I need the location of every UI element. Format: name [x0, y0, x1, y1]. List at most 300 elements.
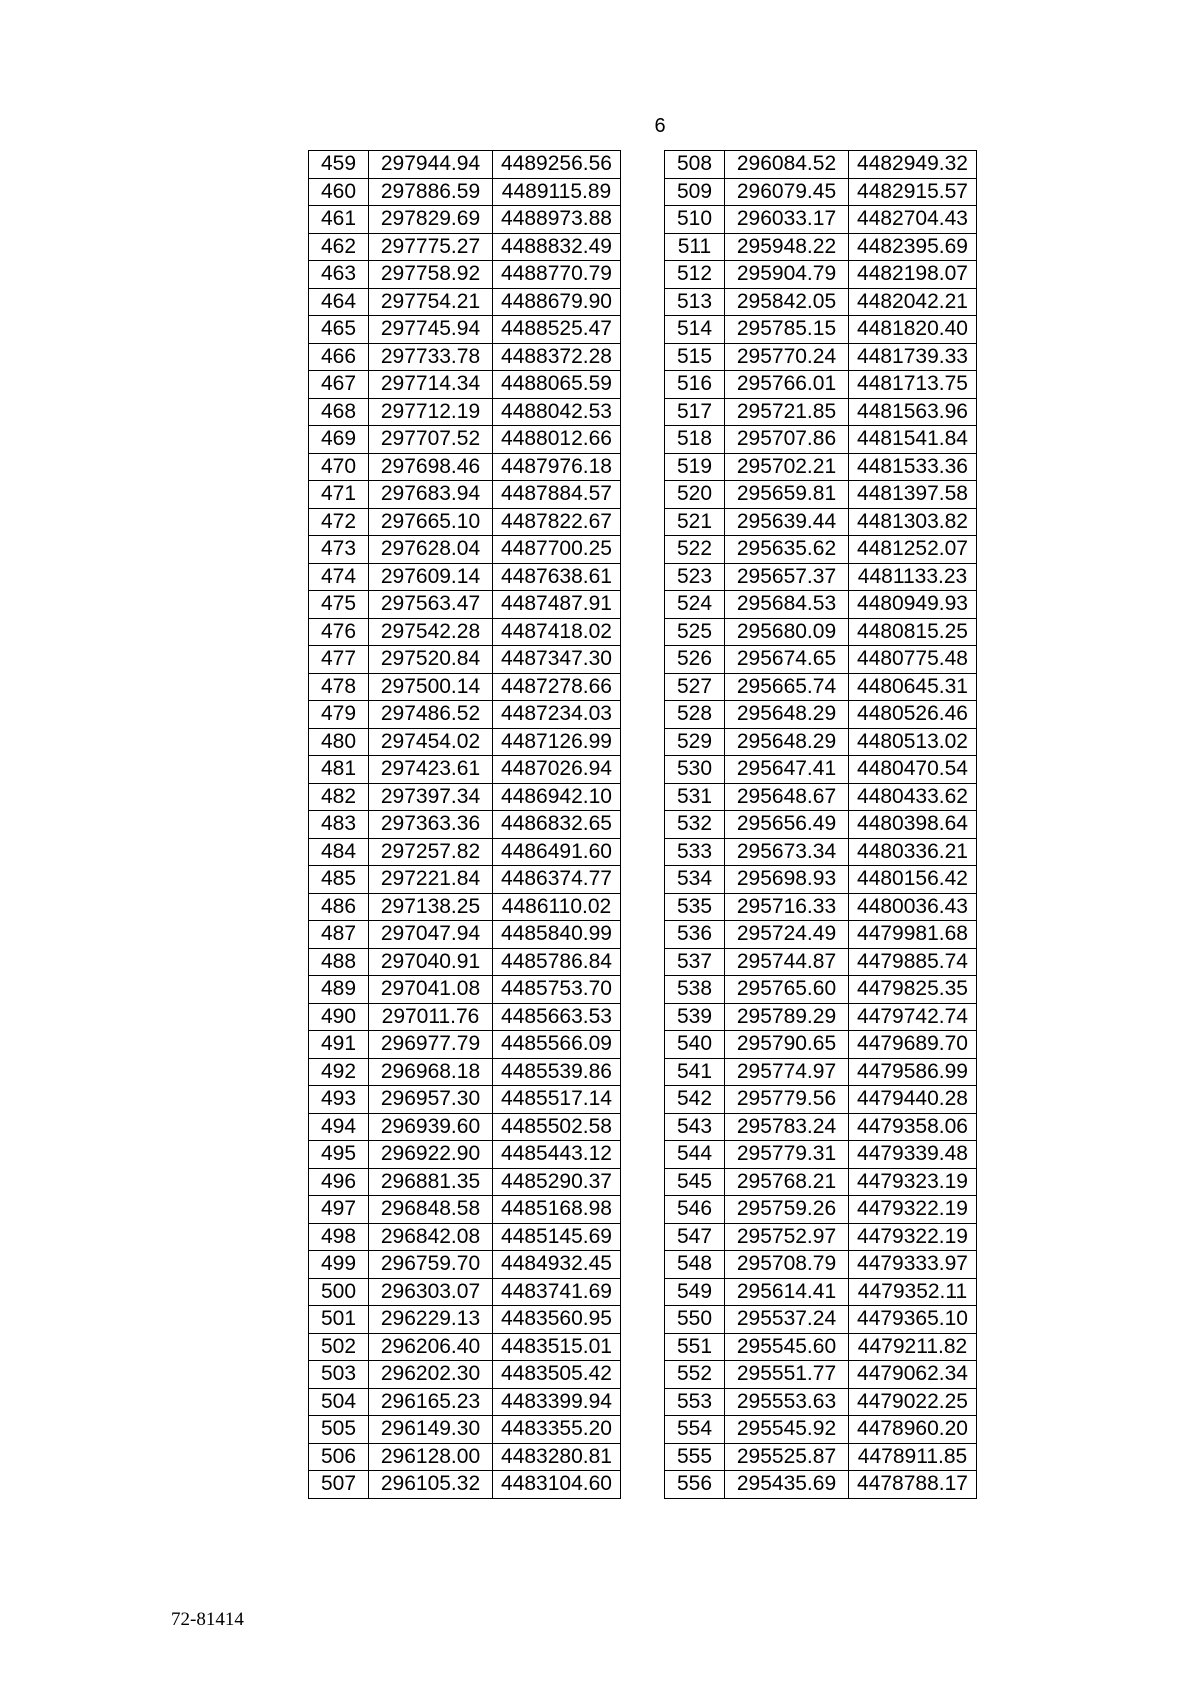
x-coordinate-cell: 295673.34 [725, 838, 849, 866]
table-row [309, 948, 621, 976]
table-row [665, 1003, 977, 1031]
table-row [665, 976, 977, 1004]
point-number-cell: 505 [309, 1416, 369, 1444]
table-row [309, 1306, 621, 1334]
document-code: 72-81414 [171, 1609, 244, 1630]
table-row [665, 838, 977, 866]
point-number-cell: 507 [309, 1471, 369, 1499]
table-row [309, 1168, 621, 1196]
x-coordinate-cell: 295684.53 [725, 591, 849, 619]
point-number-cell: 549 [665, 1278, 725, 1306]
x-coordinate-cell: 296229.13 [369, 1306, 493, 1334]
y-coordinate-cell: 4479365.10 [849, 1306, 977, 1334]
table-row [665, 288, 977, 316]
point-number-cell: 544 [665, 1141, 725, 1169]
x-coordinate-cell: 297733.78 [369, 343, 493, 371]
table-row [665, 481, 977, 509]
x-coordinate-cell: 295766.01 [725, 371, 849, 399]
point-number-cell: 461 [309, 206, 369, 234]
point-number-cell: 515 [665, 343, 725, 371]
x-coordinate-cell: 297712.19 [369, 398, 493, 426]
point-number-cell: 532 [665, 811, 725, 839]
table-row [309, 1388, 621, 1416]
table-row [309, 343, 621, 371]
x-coordinate-cell: 296128.00 [369, 1443, 493, 1471]
table-row [309, 921, 621, 949]
y-coordinate-cell: 4482395.69 [849, 233, 977, 261]
table-row [665, 563, 977, 591]
y-coordinate-cell: 4485168.98 [493, 1196, 621, 1224]
table-row [309, 1196, 621, 1224]
point-number-cell: 523 [665, 563, 725, 591]
table-row [309, 178, 621, 206]
point-number-cell: 535 [665, 893, 725, 921]
x-coordinate-cell: 297829.69 [369, 206, 493, 234]
x-coordinate-cell: 296957.30 [369, 1086, 493, 1114]
table-row [309, 866, 621, 894]
x-coordinate-cell: 297221.84 [369, 866, 493, 894]
point-number-cell: 488 [309, 948, 369, 976]
x-coordinate-cell: 295779.56 [725, 1086, 849, 1114]
table-row [665, 1251, 977, 1279]
point-number-cell: 474 [309, 563, 369, 591]
point-number-cell: 543 [665, 1113, 725, 1141]
table-row [665, 783, 977, 811]
table-row [665, 893, 977, 921]
y-coordinate-cell: 4481397.58 [849, 481, 977, 509]
x-coordinate-cell: 295537.24 [725, 1306, 849, 1334]
table-row [309, 976, 621, 1004]
y-coordinate-cell: 4479352.11 [849, 1278, 977, 1306]
x-coordinate-cell: 295698.93 [725, 866, 849, 894]
y-coordinate-cell: 4482042.21 [849, 288, 977, 316]
table-row [309, 316, 621, 344]
y-coordinate-cell: 4480433.62 [849, 783, 977, 811]
table-row [309, 1113, 621, 1141]
point-number-cell: 551 [665, 1333, 725, 1361]
table-row [665, 1223, 977, 1251]
point-number-cell: 533 [665, 838, 725, 866]
x-coordinate-cell: 295721.85 [725, 398, 849, 426]
table-row [665, 1196, 977, 1224]
y-coordinate-cell: 4488973.88 [493, 206, 621, 234]
table-row [665, 1168, 977, 1196]
x-coordinate-cell: 295774.97 [725, 1058, 849, 1086]
x-coordinate-cell: 297754.21 [369, 288, 493, 316]
table-row [309, 893, 621, 921]
y-coordinate-cell: 4486491.60 [493, 838, 621, 866]
y-coordinate-cell: 4479586.99 [849, 1058, 977, 1086]
table-row [309, 646, 621, 674]
table-row [309, 206, 621, 234]
y-coordinate-cell: 4480815.25 [849, 618, 977, 646]
x-coordinate-cell: 297423.61 [369, 756, 493, 784]
coordinates-table-right-body [665, 151, 977, 1499]
table-row [309, 591, 621, 619]
point-number-cell: 534 [665, 866, 725, 894]
y-coordinate-cell: 4487126.99 [493, 728, 621, 756]
coordinates-table-left-body [309, 151, 621, 1499]
point-number-cell: 508 [665, 151, 725, 179]
point-number-cell: 545 [665, 1168, 725, 1196]
x-coordinate-cell: 295724.49 [725, 921, 849, 949]
y-coordinate-cell: 4485539.86 [493, 1058, 621, 1086]
x-coordinate-cell: 297563.47 [369, 591, 493, 619]
point-number-cell: 481 [309, 756, 369, 784]
y-coordinate-cell: 4485502.58 [493, 1113, 621, 1141]
table-row [665, 591, 977, 619]
y-coordinate-cell: 4480470.54 [849, 756, 977, 784]
table-row [309, 1058, 621, 1086]
point-number-cell: 516 [665, 371, 725, 399]
point-number-cell: 514 [665, 316, 725, 344]
point-number-cell: 504 [309, 1388, 369, 1416]
y-coordinate-cell: 4479358.06 [849, 1113, 977, 1141]
table-row [665, 1058, 977, 1086]
x-coordinate-cell: 296149.30 [369, 1416, 493, 1444]
table-row [309, 1031, 621, 1059]
table-row [309, 811, 621, 839]
point-number-cell: 541 [665, 1058, 725, 1086]
table-row [309, 426, 621, 454]
point-number-cell: 537 [665, 948, 725, 976]
y-coordinate-cell: 4481713.75 [849, 371, 977, 399]
x-coordinate-cell: 296079.45 [725, 178, 849, 206]
point-number-cell: 547 [665, 1223, 725, 1251]
x-coordinate-cell: 295768.21 [725, 1168, 849, 1196]
x-coordinate-cell: 295759.26 [725, 1196, 849, 1224]
y-coordinate-cell: 4484932.45 [493, 1251, 621, 1279]
point-number-cell: 460 [309, 178, 369, 206]
point-number-cell: 556 [665, 1471, 725, 1499]
y-coordinate-cell: 4483741.69 [493, 1278, 621, 1306]
table-row [309, 481, 621, 509]
table-row [665, 756, 977, 784]
x-coordinate-cell: 296968.18 [369, 1058, 493, 1086]
table-row [665, 673, 977, 701]
table-row [309, 288, 621, 316]
point-number-cell: 555 [665, 1443, 725, 1471]
point-number-cell: 465 [309, 316, 369, 344]
y-coordinate-cell: 4488770.79 [493, 261, 621, 289]
x-coordinate-cell: 295707.86 [725, 426, 849, 454]
point-number-cell: 520 [665, 481, 725, 509]
table-row [309, 261, 621, 289]
table-row [309, 1278, 621, 1306]
x-coordinate-cell: 296842.08 [369, 1223, 493, 1251]
y-coordinate-cell: 4479981.68 [849, 921, 977, 949]
x-coordinate-cell: 297542.28 [369, 618, 493, 646]
point-number-cell: 459 [309, 151, 369, 179]
table-row [665, 728, 977, 756]
y-coordinate-cell: 4488042.53 [493, 398, 621, 426]
y-coordinate-cell: 4480156.42 [849, 866, 977, 894]
point-number-cell: 467 [309, 371, 369, 399]
y-coordinate-cell: 4487234.03 [493, 701, 621, 729]
point-number-cell: 492 [309, 1058, 369, 1086]
point-number-cell: 484 [309, 838, 369, 866]
x-coordinate-cell: 297886.59 [369, 178, 493, 206]
y-coordinate-cell: 4483560.95 [493, 1306, 621, 1334]
y-coordinate-cell: 4480036.43 [849, 893, 977, 921]
point-number-cell: 528 [665, 701, 725, 729]
y-coordinate-cell: 4483280.81 [493, 1443, 621, 1471]
point-number-cell: 512 [665, 261, 725, 289]
table-row [309, 398, 621, 426]
x-coordinate-cell: 295656.49 [725, 811, 849, 839]
table-row [665, 1141, 977, 1169]
y-coordinate-cell: 4481563.96 [849, 398, 977, 426]
y-coordinate-cell: 4489115.89 [493, 178, 621, 206]
point-number-cell: 501 [309, 1306, 369, 1334]
x-coordinate-cell: 297486.52 [369, 701, 493, 729]
y-coordinate-cell: 4482198.07 [849, 261, 977, 289]
y-coordinate-cell: 4480645.31 [849, 673, 977, 701]
table-row [309, 151, 621, 179]
x-coordinate-cell: 296084.52 [725, 151, 849, 179]
x-coordinate-cell: 297047.94 [369, 921, 493, 949]
table-row [665, 316, 977, 344]
x-coordinate-cell: 295545.60 [725, 1333, 849, 1361]
table-row [309, 508, 621, 536]
y-coordinate-cell: 4478911.85 [849, 1443, 977, 1471]
y-coordinate-cell: 4486832.65 [493, 811, 621, 839]
table-row [309, 1416, 621, 1444]
y-coordinate-cell: 4481252.07 [849, 536, 977, 564]
point-number-cell: 550 [665, 1306, 725, 1334]
table-row [665, 811, 977, 839]
point-number-cell: 542 [665, 1086, 725, 1114]
y-coordinate-cell: 4478960.20 [849, 1416, 977, 1444]
table-row [309, 783, 621, 811]
x-coordinate-cell: 295639.44 [725, 508, 849, 536]
x-coordinate-cell: 296922.90 [369, 1141, 493, 1169]
x-coordinate-cell: 295648.29 [725, 728, 849, 756]
x-coordinate-cell: 297011.76 [369, 1003, 493, 1031]
point-number-cell: 521 [665, 508, 725, 536]
y-coordinate-cell: 4479689.70 [849, 1031, 977, 1059]
point-number-cell: 495 [309, 1141, 369, 1169]
point-number-cell: 471 [309, 481, 369, 509]
y-coordinate-cell: 4482704.43 [849, 206, 977, 234]
y-coordinate-cell: 4481533.36 [849, 453, 977, 481]
y-coordinate-cell: 4483399.94 [493, 1388, 621, 1416]
table-row [665, 536, 977, 564]
point-number-cell: 503 [309, 1361, 369, 1389]
point-number-cell: 480 [309, 728, 369, 756]
x-coordinate-cell: 295659.81 [725, 481, 849, 509]
y-coordinate-cell: 4481541.84 [849, 426, 977, 454]
x-coordinate-cell: 297698.46 [369, 453, 493, 481]
table-row [665, 178, 977, 206]
point-number-cell: 498 [309, 1223, 369, 1251]
y-coordinate-cell: 4485786.84 [493, 948, 621, 976]
point-number-cell: 464 [309, 288, 369, 316]
x-coordinate-cell: 296033.17 [725, 206, 849, 234]
point-number-cell: 524 [665, 591, 725, 619]
table-row [309, 1223, 621, 1251]
x-coordinate-cell: 297041.08 [369, 976, 493, 1004]
x-coordinate-cell: 297665.10 [369, 508, 493, 536]
x-coordinate-cell: 295708.79 [725, 1251, 849, 1279]
table-row [309, 1443, 621, 1471]
point-number-cell: 496 [309, 1168, 369, 1196]
x-coordinate-cell: 295680.09 [725, 618, 849, 646]
y-coordinate-cell: 4480513.02 [849, 728, 977, 756]
y-coordinate-cell: 4485145.69 [493, 1223, 621, 1251]
y-coordinate-cell: 4483515.01 [493, 1333, 621, 1361]
y-coordinate-cell: 4485753.70 [493, 976, 621, 1004]
x-coordinate-cell: 295790.65 [725, 1031, 849, 1059]
table-row [665, 618, 977, 646]
table-row [665, 1416, 977, 1444]
table-row [309, 1251, 621, 1279]
table-row [665, 426, 977, 454]
table-row [309, 1141, 621, 1169]
point-number-cell: 470 [309, 453, 369, 481]
y-coordinate-cell: 4487347.30 [493, 646, 621, 674]
x-coordinate-cell: 295551.77 [725, 1361, 849, 1389]
y-coordinate-cell: 4488679.90 [493, 288, 621, 316]
point-number-cell: 546 [665, 1196, 725, 1224]
point-number-cell: 477 [309, 646, 369, 674]
table-row [309, 1361, 621, 1389]
point-number-cell: 499 [309, 1251, 369, 1279]
y-coordinate-cell: 4479885.74 [849, 948, 977, 976]
x-coordinate-cell: 296206.40 [369, 1333, 493, 1361]
y-coordinate-cell: 4488372.28 [493, 343, 621, 371]
x-coordinate-cell: 297520.84 [369, 646, 493, 674]
y-coordinate-cell: 4481820.40 [849, 316, 977, 344]
table-row [309, 1471, 621, 1499]
x-coordinate-cell: 297500.14 [369, 673, 493, 701]
y-coordinate-cell: 4483505.42 [493, 1361, 621, 1389]
x-coordinate-cell: 297714.34 [369, 371, 493, 399]
table-row [665, 701, 977, 729]
x-coordinate-cell: 297683.94 [369, 481, 493, 509]
table-row [665, 1333, 977, 1361]
table-row [665, 206, 977, 234]
point-number-cell: 530 [665, 756, 725, 784]
point-number-cell: 536 [665, 921, 725, 949]
point-number-cell: 502 [309, 1333, 369, 1361]
y-coordinate-cell: 4479022.25 [849, 1388, 977, 1416]
x-coordinate-cell: 295553.63 [725, 1388, 849, 1416]
x-coordinate-cell: 297138.25 [369, 893, 493, 921]
point-number-cell: 475 [309, 591, 369, 619]
point-number-cell: 463 [309, 261, 369, 289]
table-row [309, 371, 621, 399]
table-row [665, 1113, 977, 1141]
table-row [665, 151, 977, 179]
table-row [309, 701, 621, 729]
y-coordinate-cell: 4486374.77 [493, 866, 621, 894]
x-coordinate-cell: 296881.35 [369, 1168, 493, 1196]
y-coordinate-cell: 4480949.93 [849, 591, 977, 619]
x-coordinate-cell: 295770.24 [725, 343, 849, 371]
x-coordinate-cell: 295904.79 [725, 261, 849, 289]
y-coordinate-cell: 4487026.94 [493, 756, 621, 784]
point-number-cell: 494 [309, 1113, 369, 1141]
y-coordinate-cell: 4479322.19 [849, 1196, 977, 1224]
y-coordinate-cell: 4487884.57 [493, 481, 621, 509]
y-coordinate-cell: 4479440.28 [849, 1086, 977, 1114]
point-number-cell: 468 [309, 398, 369, 426]
x-coordinate-cell: 295716.33 [725, 893, 849, 921]
table-row [665, 1086, 977, 1114]
point-number-cell: 510 [665, 206, 725, 234]
x-coordinate-cell: 297758.92 [369, 261, 493, 289]
table-row [665, 1361, 977, 1389]
point-number-cell: 482 [309, 783, 369, 811]
y-coordinate-cell: 4480526.46 [849, 701, 977, 729]
table-row [309, 618, 621, 646]
y-coordinate-cell: 4487638.61 [493, 563, 621, 591]
x-coordinate-cell: 297745.94 [369, 316, 493, 344]
x-coordinate-cell: 295614.41 [725, 1278, 849, 1306]
point-number-cell: 553 [665, 1388, 725, 1416]
y-coordinate-cell: 4481303.82 [849, 508, 977, 536]
x-coordinate-cell: 297257.82 [369, 838, 493, 866]
y-coordinate-cell: 4485663.53 [493, 1003, 621, 1031]
table-row [309, 536, 621, 564]
x-coordinate-cell: 295783.24 [725, 1113, 849, 1141]
y-coordinate-cell: 4483355.20 [493, 1416, 621, 1444]
table-row [309, 563, 621, 591]
table-row [665, 1278, 977, 1306]
table-row [309, 673, 621, 701]
point-number-cell: 529 [665, 728, 725, 756]
y-coordinate-cell: 4485840.99 [493, 921, 621, 949]
table-row [665, 1306, 977, 1334]
y-coordinate-cell: 4479323.19 [849, 1168, 977, 1196]
x-coordinate-cell: 296977.79 [369, 1031, 493, 1059]
table-row [309, 1003, 621, 1031]
table-row [665, 1388, 977, 1416]
point-number-cell: 539 [665, 1003, 725, 1031]
point-number-cell: 552 [665, 1361, 725, 1389]
x-coordinate-cell: 297944.94 [369, 151, 493, 179]
table-row [665, 261, 977, 289]
table-row [665, 233, 977, 261]
table-row [665, 948, 977, 976]
point-number-cell: 473 [309, 536, 369, 564]
point-number-cell: 522 [665, 536, 725, 564]
y-coordinate-cell: 4485443.12 [493, 1141, 621, 1169]
x-coordinate-cell: 295647.41 [725, 756, 849, 784]
x-coordinate-cell: 297040.91 [369, 948, 493, 976]
x-coordinate-cell: 295665.74 [725, 673, 849, 701]
x-coordinate-cell: 295789.29 [725, 1003, 849, 1031]
table-row [665, 646, 977, 674]
x-coordinate-cell: 295765.60 [725, 976, 849, 1004]
x-coordinate-cell: 297397.34 [369, 783, 493, 811]
point-number-cell: 519 [665, 453, 725, 481]
point-number-cell: 518 [665, 426, 725, 454]
point-number-cell: 476 [309, 618, 369, 646]
y-coordinate-cell: 4479211.82 [849, 1333, 977, 1361]
x-coordinate-cell: 295702.21 [725, 453, 849, 481]
y-coordinate-cell: 4479339.48 [849, 1141, 977, 1169]
coordinates-table-left [308, 150, 621, 1499]
y-coordinate-cell: 4486942.10 [493, 783, 621, 811]
x-coordinate-cell: 295635.62 [725, 536, 849, 564]
y-coordinate-cell: 4480336.21 [849, 838, 977, 866]
point-number-cell: 493 [309, 1086, 369, 1114]
x-coordinate-cell: 295842.05 [725, 288, 849, 316]
x-coordinate-cell: 297363.36 [369, 811, 493, 839]
point-number-cell: 478 [309, 673, 369, 701]
